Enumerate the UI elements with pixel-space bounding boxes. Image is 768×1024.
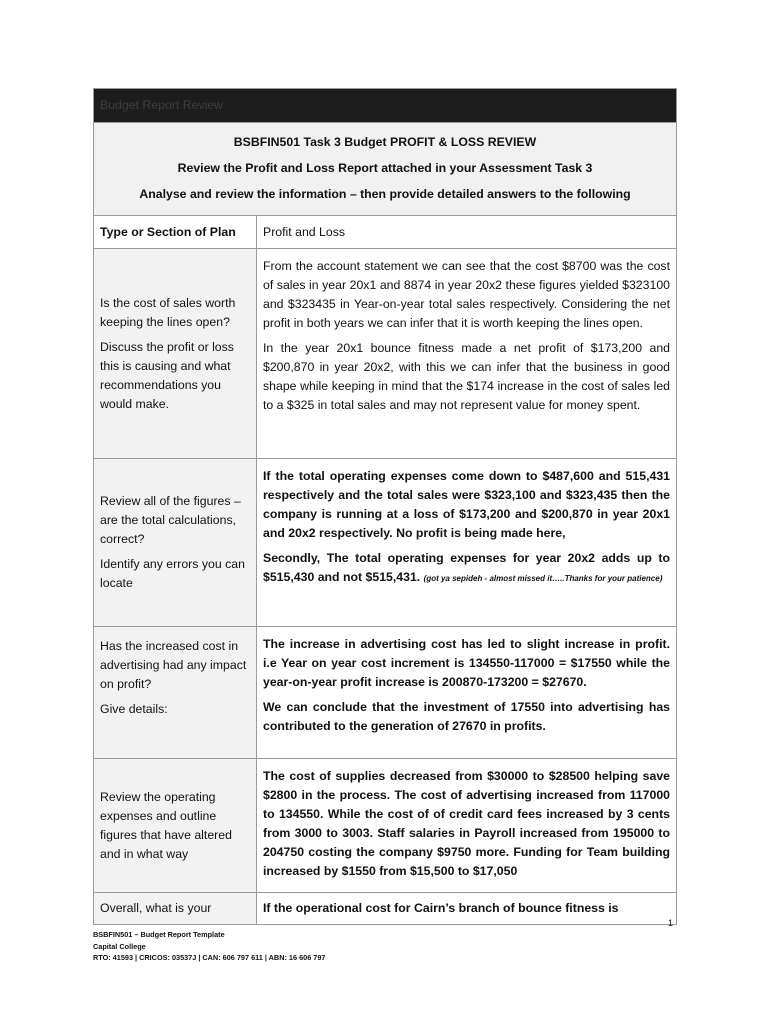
question-cell	[94, 459, 257, 627]
answer-note: (got ya sepideh - almost missed it…..Thanks for your patience)	[423, 574, 663, 583]
intro-block	[94, 123, 677, 216]
page-number: 1	[668, 918, 674, 928]
answer-text: We can conclude that the investment of 17550 into advertising has contributed to the generation of 27670 in profits.	[263, 700, 671, 733]
table-row	[94, 459, 677, 627]
question-text: Is the cost of sales worth keeping the lines open?	[100, 295, 236, 329]
question-text: Identify any errors you can locate	[100, 557, 245, 590]
page-footer	[93, 929, 325, 964]
answer-cell	[257, 627, 677, 759]
question-text: Has the increased cost in advertising had any impact on profit?	[100, 639, 247, 691]
intro-line-1: BSBFIN501 Task 3 Budget PROFIT & LOSS REVIEW	[233, 135, 537, 149]
answer-text: If the total operating expenses come down to $487,600 and 515,431 respectively and the total sales were $323,100 and $323,435 then the company is running at a loss of $173,200 and $200,870 in year 20x1 and 20x2 respectively. No profit is being made here,	[263, 469, 671, 540]
table-row	[94, 249, 677, 459]
question-text: Discuss the profit or loss this is causing and what recommendations you would make.	[100, 339, 234, 411]
column-header-left: Type or Section of Plan	[94, 216, 257, 249]
answer-text	[263, 549, 670, 587]
answer-text: The cost of supplies decreased from $30000 to $28500 helping save $2800 in the process. The cost of advertising increased from 117000 to 134550. While the cost of of credit card fees increased by 3 cents from 3000 to 3003. Staff salaries in Payroll increased from 195000 to 204750 costing the company $9750 more. Funding for Team building increased by $1550 from $15,500 to $17,050	[263, 769, 671, 878]
column-header-row	[94, 216, 677, 249]
footer-line-1: BSBFIN501 – Budget Report Template	[93, 930, 225, 939]
question-text: Give details:	[100, 702, 168, 716]
question-cell	[94, 627, 257, 759]
question-text: Overall, what is your	[100, 901, 212, 915]
footer-line-3: RTO: 41593 | CRICOS: 03537J | CAN: 606 797 611 | ABN: 16 606 797	[93, 953, 326, 962]
intro-line-3: Analyse and review the information – then provide detailed answers to the following	[139, 187, 631, 201]
intro-line-2: Review the Profit and Loss Report attached in your Assessment Task 3	[177, 161, 593, 175]
answer-text: The increase in advertising cost has led to slight increase in profit. i.e Year on year cost increment is 134550-117000 = $17550 while the year-on-year profit increase is 200870-173200 = $27670.	[263, 637, 671, 689]
footer-line-2: Capital College	[93, 941, 146, 951]
budget-review-table	[93, 88, 677, 925]
answer-text: In the year 20x1 bounce fitness made a net profit of $173,200 and $200,870 in year 20x2, with this we can infer that the business in good shape while keeping in mind that the $174 increase in the cost of sales led to a $325 in total sales and may not represent value for money spent.	[263, 341, 671, 412]
question-text: Review all of the figures – are the total calculations, correct?	[100, 494, 241, 546]
table-title: Budget Report Review	[94, 89, 677, 123]
answer-cell	[257, 759, 677, 893]
header-row	[94, 89, 677, 123]
answer-text: From the account statement we can see that the cost $8700 was the cost of sales in year 20x1 and 8874 in year 20x2 these figures yielded $323100 and $323435 in Year-on-year total sales respectively. Considering the net profit in both years we can infer that it is worth keeping the lines open.	[263, 259, 671, 330]
column-header-right: Profit and Loss	[257, 216, 677, 249]
answer-text: If the operational cost for Cairn’s branch of bounce fitness is	[263, 901, 619, 915]
answer-cell	[257, 249, 677, 459]
question-cell	[94, 893, 257, 925]
answer-cell	[257, 893, 677, 925]
table-row	[94, 759, 677, 893]
table-row	[94, 893, 677, 925]
table-row	[94, 627, 677, 759]
question-cell	[94, 249, 257, 459]
answer-cell	[257, 459, 677, 627]
intro-row	[94, 123, 677, 216]
answer-text-part: Secondly, The total operating expenses for year 20x2 adds up to $515,430 and not $515,431.	[263, 551, 671, 584]
question-cell	[94, 759, 257, 893]
question-text: Review the operating expenses and outline figures that have altered and in what way	[100, 789, 232, 861]
